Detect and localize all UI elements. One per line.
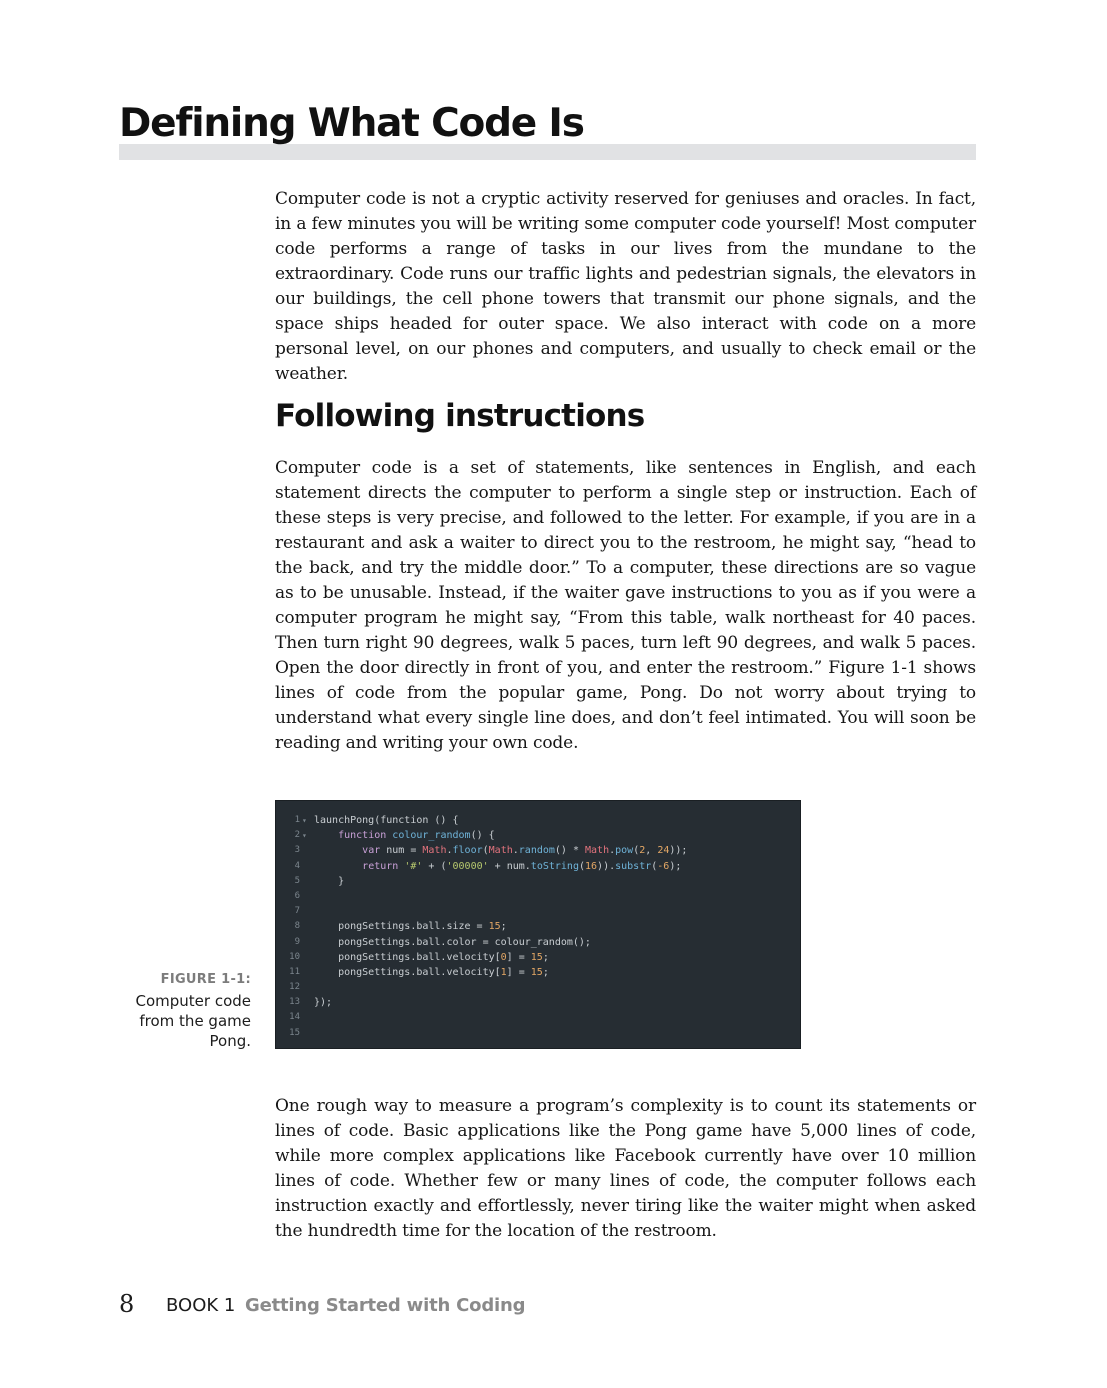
fold-arrow-icon: [300, 995, 314, 1010]
line-number: 6: [294, 890, 300, 901]
fold-arrow-icon: ▾: [302, 816, 307, 825]
code-line: [276, 874, 800, 889]
fold-arrow-icon: [300, 980, 314, 995]
line-number: 7: [294, 906, 300, 917]
code-line: [276, 995, 800, 1010]
code-line: [276, 1026, 800, 1041]
book-label: BOOK 1: [166, 1295, 236, 1316]
code-text: pongSettings.ball.size = 15;: [314, 921, 507, 933]
fold-arrow-icon: [300, 1026, 314, 1041]
fold-arrow-icon: [300, 874, 314, 889]
code-text: }: [314, 875, 345, 887]
line-number: 3: [294, 845, 300, 856]
code-text: pongSettings.ball.color = colour_random();: [314, 936, 591, 948]
fold-arrow-icon: [300, 859, 314, 874]
fold-arrow-icon: [300, 1010, 314, 1025]
line-number: 14: [289, 1012, 300, 1023]
line-number: 8: [294, 921, 300, 932]
code-text: return '#' + ('00000' + num.toString(16)).substr(-6);: [362, 860, 682, 872]
complexity-paragraph: One rough way to measure a program’s complexity is to count its statements or lines of code. Basic applications like the Pong game have 5,000 lines of code, while more complex applications like Facebook currently have over 10 million lines of code. Whether few or many lines of code, the computer follows each instruction exactly and effortlessly, never tiring like the waiter might when asked the hundredth time for the location of the restroom.: [275, 1096, 976, 1241]
figure-caption-text: Computer code from the game Pong.: [135, 992, 251, 1050]
line-number: 12: [289, 982, 300, 993]
code-line: [276, 980, 800, 995]
fold-arrow-icon: [300, 843, 314, 858]
code-text: pongSettings.ball.velocity[0] = 15;: [314, 951, 549, 963]
code-line: [276, 1010, 800, 1025]
code-line: [276, 965, 800, 980]
instructions-paragraph: Computer code is a set of statements, like sentences in English, and each statement directs the computer to perform a single step or instruction. Each of these steps is very precise, and followed to the letter. For example, if you are in a restaurant and ask a waiter to direct you to the restroom, he might say, “head to the back, and try the middle door.” To a computer, these directions are so vague as to be unusable. Instead, if the waiter gave instructions to you as if you were a computer program he might say, “From this table, walk northeast for 40 paces. Then turn right 90 degrees, walk 5 paces, turn left 90 degrees, and walk 5 paces. Open the door directly in front of you, and enter the restroom.” Figure 1-1 shows lines of code from the popular game, Pong. Do not worry about trying to understand what every single line does, and don’t feel intimated. You will soon be reading and writing your own code.: [275, 458, 976, 753]
line-number: 11: [289, 966, 300, 977]
code-text: function colour_random() {: [338, 830, 495, 842]
fold-arrow-icon: [300, 919, 314, 934]
line-number: 9: [294, 936, 300, 947]
line-number: 5: [294, 875, 300, 886]
fold-arrow-icon: ▾: [302, 831, 307, 841]
code-line: [276, 935, 800, 950]
code-line: [276, 904, 800, 919]
code-line: [276, 828, 800, 843]
line-number: 10: [289, 951, 300, 962]
line-number: 1: [294, 815, 300, 825]
page-number: 8: [119, 1290, 135, 1318]
code-line: [276, 843, 800, 858]
code-line: [276, 919, 800, 934]
line-number: 13: [289, 997, 300, 1008]
code-line: [276, 813, 800, 828]
figure-caption: [120, 971, 251, 1051]
line-number: 4: [294, 860, 300, 871]
fold-arrow-icon: [300, 965, 314, 980]
code-text: var num = Math.floor(Math.random() * Math.pow(2, 24));: [362, 845, 688, 857]
fold-arrow-icon: [300, 950, 314, 965]
section-heading: Defining What Code Is: [119, 101, 584, 146]
line-number: 15: [289, 1027, 300, 1038]
code-line: [276, 889, 800, 904]
line-number: 2: [294, 830, 300, 841]
fold-arrow-icon: [300, 935, 314, 950]
code-text: launchPong(function () {: [314, 815, 459, 826]
code-line: [276, 859, 800, 874]
chapter-title: Getting Started with Coding: [245, 1295, 526, 1316]
subsection-heading: Following instructions: [275, 398, 645, 434]
code-text: });: [314, 997, 333, 1009]
fold-arrow-icon: [300, 904, 314, 919]
fold-arrow-icon: [300, 889, 314, 904]
code-line: [276, 950, 800, 965]
figure-label: FIGURE 1-1:: [160, 972, 251, 987]
intro-paragraph: Computer code is not a cryptic activity reserved for geniuses and oracles. In fact, in a few minutes you will be writing some computer code yourself! Most computer code performs a range of tasks in our lives from the mundane to the extraordinary. Code runs our traffic lights and pedestrian signals, the elevators in our buildings, the cell phone towers that transmit our phone signals, and the space ships headed for outer space. We also interact with code on a more personal level, on our phones and computers, and usually to check email or the weather.: [275, 189, 976, 384]
code-text: pongSettings.ball.velocity[1] = 15;: [314, 966, 549, 978]
code-figure: [275, 800, 801, 1049]
